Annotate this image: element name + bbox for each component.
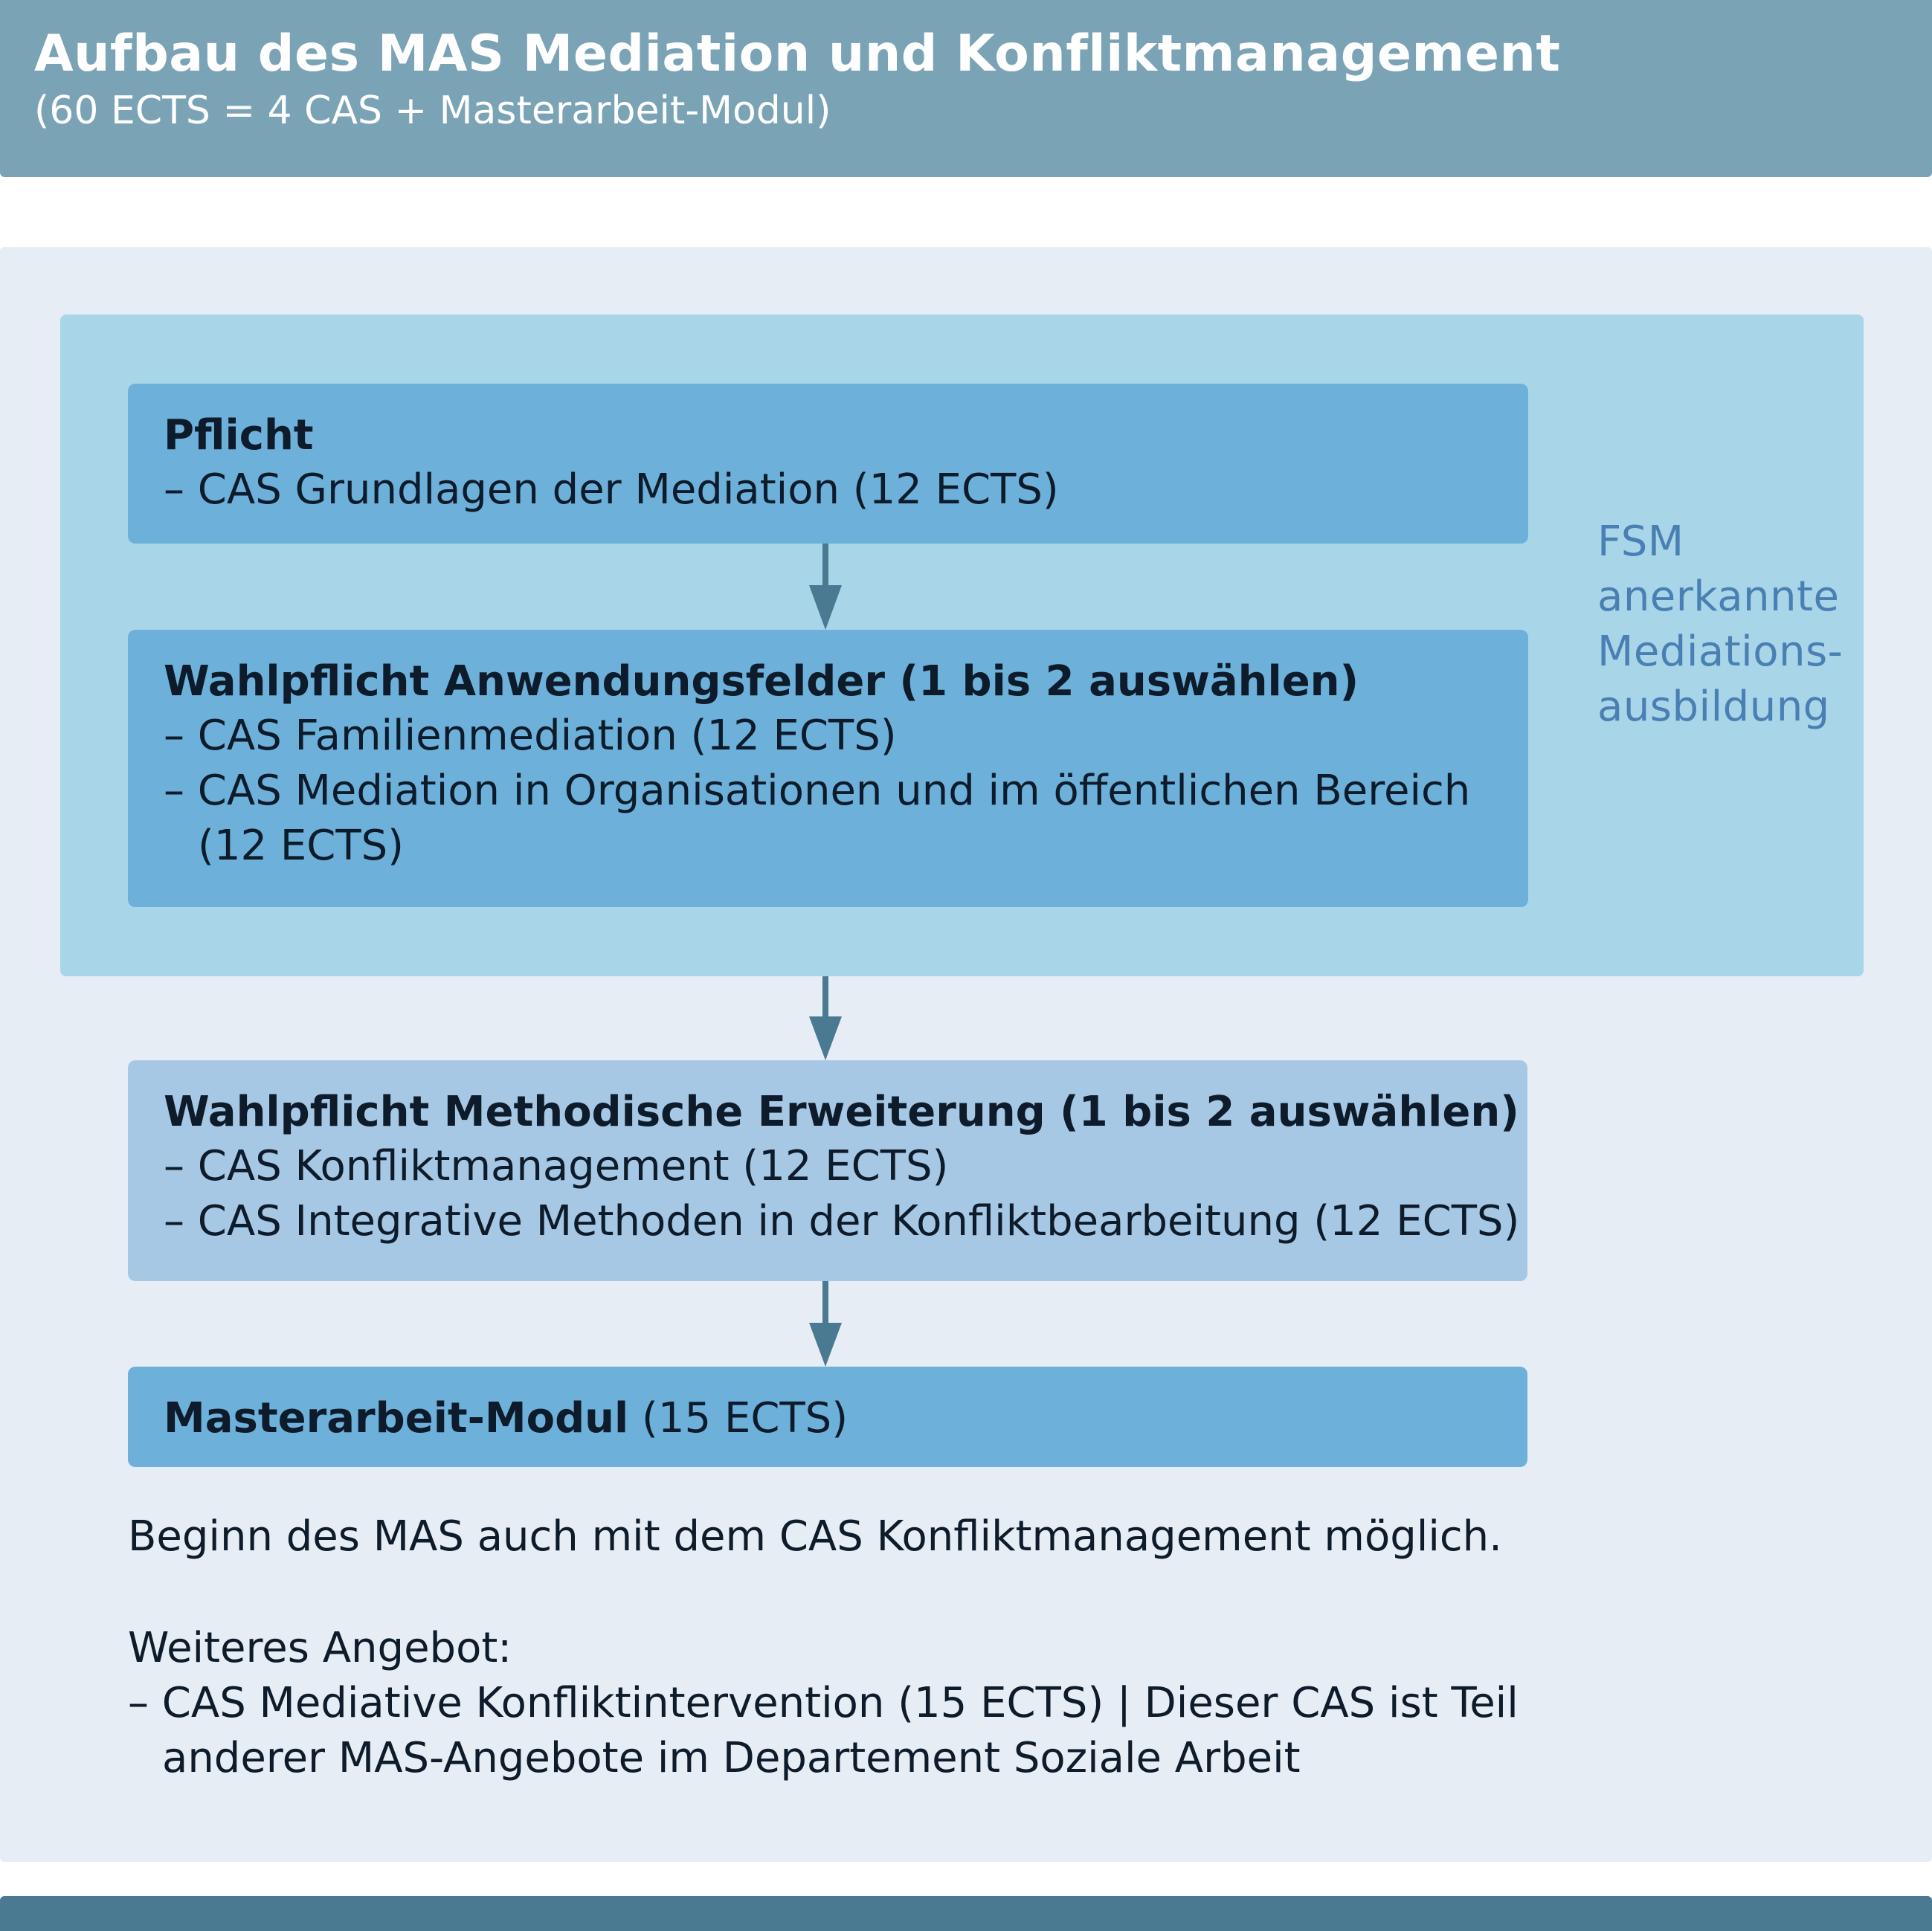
module-heading-anwendungsfelder: Wahlpflicht Anwendungsfelder (1 bis 2 auswählen)	[164, 657, 1359, 706]
module-heading-pflicht: Pflicht	[164, 411, 314, 460]
module-item: – CAS Mediation in Organisationen und im öffentlichen Bereich	[164, 767, 1471, 815]
flow-arrow-1	[808, 544, 845, 630]
page-subtitle: (60 ECTS = 4 CAS + Masterarbeit-Modul)	[34, 88, 831, 133]
module-heading-methodische-erweiterung: Wahlpflicht Methodische Erweiterung (1 bis 2 auswählen)	[164, 1088, 1519, 1136]
note-weiteres-line: – CAS Mediative Konfliktintervention (15 ECTS) | Dieser CAS ist Teil	[128, 1679, 1519, 1727]
module-item: – CAS Integrative Methoden in der Konfliktbearbeitung (12 ECTS)	[164, 1197, 1520, 1245]
module-item: – CAS Grundlagen der Mediation (12 ECTS)	[164, 465, 1059, 514]
module-box-pflicht	[128, 384, 1528, 544]
fsm-label-line: anerkannte	[1597, 573, 1840, 621]
module-box-anwendungsfelder	[128, 630, 1528, 907]
module-item: – CAS Konfliktmanagement (12 ECTS)	[164, 1142, 949, 1190]
footer-bar	[0, 1896, 1932, 1931]
module-heading-masterarbeit	[164, 1392, 1527, 1445]
module-box-methodische-erweiterung	[128, 1060, 1527, 1281]
module-item: (12 ECTS)	[198, 822, 404, 870]
fsm-label	[1597, 515, 1850, 735]
note-weiteres-heading: Weiteres Angebot:	[128, 1624, 512, 1672]
masterarbeit-title: Masterarbeit-Modul	[164, 1394, 629, 1442]
flow-arrow-2	[808, 976, 845, 1060]
module-box-masterarbeit	[128, 1367, 1527, 1467]
fsm-label-line: Mediations-	[1597, 628, 1844, 676]
flow-arrow-3	[808, 1281, 845, 1367]
note-weiteres-angebot	[128, 1621, 1519, 1786]
note-begin: Beginn des MAS auch mit dem CAS Konfliktmanagement möglich.	[128, 1512, 1502, 1561]
masterarbeit-ects: (15 ECTS)	[628, 1394, 849, 1442]
header-bar	[0, 0, 1932, 177]
fsm-label-line: FSM	[1597, 518, 1684, 566]
page-title: Aufbau des MAS Mediation und Konfliktmanagement	[34, 25, 1561, 83]
note-weiteres-line: anderer MAS-Angebote im Departement Soziale Arbeit	[162, 1734, 1301, 1782]
fsm-label-line: ausbildung	[1597, 683, 1830, 731]
module-item: – CAS Familienmediation (12 ECTS)	[164, 712, 897, 760]
